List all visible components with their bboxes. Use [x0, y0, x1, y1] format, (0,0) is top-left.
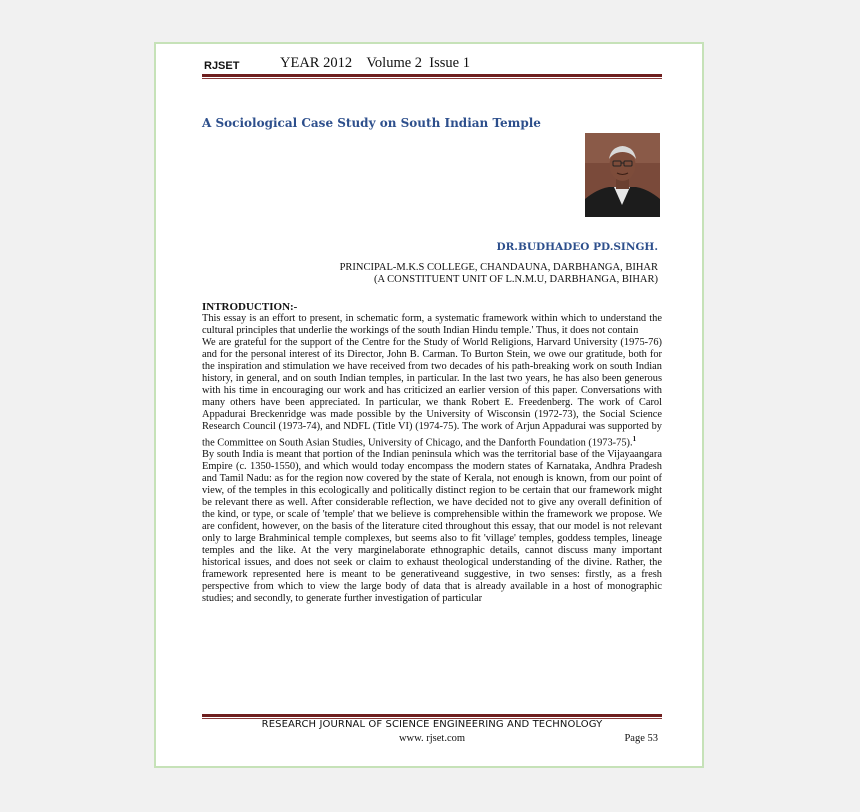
section-heading: INTRODUCTION:- — [202, 301, 298, 313]
running-header — [202, 55, 662, 75]
journal-abbrev: RJSET — [204, 60, 240, 72]
affiliation-line-1: PRINCIPAL-M.K.S COLLEGE, CHANDAUNA, DARBHANGA, BIHAR — [339, 262, 658, 273]
paragraph-1: This essay is an effort to present, in schematic form, a systematic framework within which to understand the cultural principles that underlie the workings of the south Indian Hindu temple.' Thus, it does not contain — [202, 313, 662, 336]
footer-journal: RESEARCH JOURNAL OF SCIENCE ENGINEERING AND TECHNOLOGY — [261, 719, 603, 730]
issue-info: YEAR 2012 Volume 2 Issue 1 — [280, 55, 470, 71]
article-title: A Sociological Case Study on South Indian Temple — [202, 116, 541, 130]
paragraph-2-text: We are grateful for the support of the Centre for the Study of World Religions, Harvard University (1975-76) and for the personal interest of its Director, John B. Carman. To Burton Stein, we owe our gratitude, both for the inspiration and stimulation we have received from two decades of his path-breaking work on south Indian history, in general, and on south Indian temples, in particular. In the last two years, he has also been generous with his time in encouraging our work and has criticized an earlier version of this paper. Conversations with many others have been appreciated. In particular, we thank Robert E. Freedenberg. The work of Carol Appadurai Breckenridge was made possible by the University of Wisconsin (1972-73), the Social Science Research Council (1973-74), and NDFL (Title VI) (1974-75). The work of Arjun Appadurai was supported by the Committee on South Asian Studies, University of Chicago, and the Danforth Foundation (1973-75). — [202, 337, 662, 449]
document-page — [154, 42, 704, 768]
page-number: Page 53 — [624, 733, 658, 744]
paragraph-3: By south India is meant that portion of the Indian peninsula which was the territorial base of the Vijayaangara Empire (c. 1350-1550), and which would today encompass the modern states of Karnataka, Andhra Pradesh and Tamil Nadu: as for the region now covered by the state of Kerala, not enough is known, from our point of view, of the temples in this ecologically and politically distinct region to be certain that our framework might be relevant there as well. After considerable reflection, we have decided not to give any overall definition of the kind, or type, or scale of 'temple' that we believe is comprehensible within the framework we propose. We are confident, however, on the basis of the literature cited throughout this essay, that our model is not relevant only to large Brahminical temple complexes, but seems also to fit 'village' temples, goddess temples, lineage temples and the like. At the very marginelaborate ethnographic details, cannot discuss many important historical issues, and does not seek or claim to exhaust theological understanding of the divine. Rather, the framework represented here is meant to be generativeand suggestive, in two senses: firstly, as a fresh perspective from which to view the large body of data that is already available in a host of monographic studies; and secondly, to generate further investigation of particular — [202, 449, 662, 605]
author-name: DR.BUDHADEO PD.SINGH. — [496, 241, 658, 253]
article-body — [202, 301, 662, 605]
footer-website: www. rjset.com — [398, 733, 466, 744]
footer-rule — [202, 714, 662, 717]
affiliation-line-2: (A CONSTITUENT UNIT OF L.N.M.U, DARBHANGA, BIHAR) — [374, 274, 658, 285]
author-photo — [585, 133, 660, 217]
footnote-marker: 1 — [632, 435, 637, 443]
paragraph-2 — [202, 337, 662, 449]
header-rule-thin — [202, 78, 662, 79]
header-rule — [202, 74, 662, 77]
